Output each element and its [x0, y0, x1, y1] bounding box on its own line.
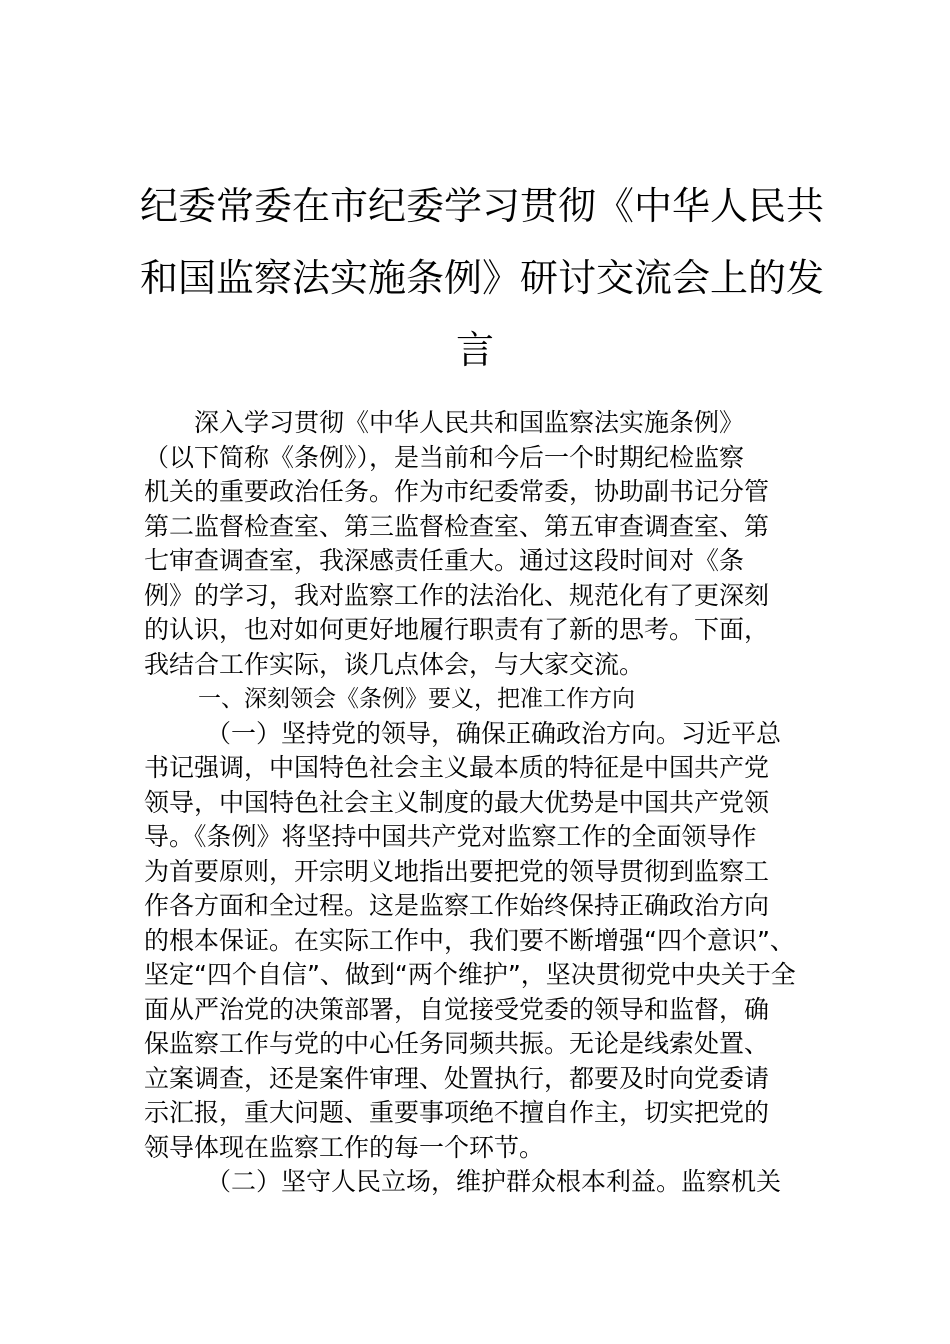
paragraph-line: 的认识，也对如何更好地履行职责有了新的思考。下面， [144, 615, 770, 644]
paragraph-line: （一）坚持党的领导，确保正确政治方向。习近平总 [206, 718, 782, 748]
title-line: 和国监察法实施条例》研讨交流会上的发 [140, 256, 825, 300]
paragraph-line: 机关的重要政治任务。作为市纪委常委，协助副书记分管 [144, 477, 770, 506]
paragraph-line: 示汇报，重大问题、重要事项绝不擅自作主，切实把党的 [144, 1098, 770, 1127]
section-heading: 一、深刻领会《条例》要义，把准工作方向 [198, 686, 635, 712]
paragraph-line: 保监察工作与党的中心任务同频共振。无论是线索处置、 [144, 1029, 770, 1058]
paragraph-line: 导。《条例》将坚持中国共产党对监察工作的全面领导作 [144, 822, 757, 851]
paragraph-line: 立案调查，还是案件审理、处置执行，都要及时向党委请 [144, 1063, 770, 1093]
paragraph-line: （以下简称《条例》），是当前和今后一个时期纪检监察 [144, 442, 745, 472]
paragraph-line: 第二监督检查室、第三监督检查室、第五审查调查室、第 [144, 511, 770, 541]
document-body [144, 406, 810, 1200]
paragraph-line: 为首要原则，开宗明义地指出要把党的领导贯彻到监察工 [144, 856, 770, 886]
document-title [140, 170, 825, 386]
paragraph-line: 七审查调查室，我深感责任重大。通过这段时间对《条 [144, 546, 745, 575]
paragraph-line: 坚定“四个自信”、做到“两个维护”，坚决贯彻党中央关于全 [144, 960, 796, 989]
paragraph-line: 我结合工作实际，谈几点体会，与大家交流。 [144, 649, 645, 679]
paragraph-line: 深入学习贯彻《中华人民共和国监察法实施条例》 [194, 408, 745, 437]
paragraph-line: 书记强调，中国特色社会主义最本质的特征是中国共产党 [144, 753, 770, 782]
title-line: 言 [455, 328, 494, 372]
paragraph-line: 面从严治党的决策部署，自觉接受党委的领导和监督，确 [144, 994, 770, 1024]
paragraph-line: 例》的学习，我对监察工作的法治化、规范化有了更深刻 [144, 580, 770, 610]
paragraph-line: （二）坚守人民立场，维护群众根本利益。监察机关 [206, 1167, 782, 1196]
paragraph-line: 领导体现在监察工作的每一个环节。 [144, 1132, 545, 1162]
paragraph-line: 领导，中国特色社会主义制度的最大优势是中国共产党领 [144, 787, 770, 817]
paragraph-line: 作各方面和全过程。这是监察工作始终保持正确政治方向 [144, 891, 770, 920]
paragraph-line: 的根本保证。在实际工作中，我们要不断增强“四个意识”、 [144, 925, 795, 955]
title-line: 纪委常委在市纪委学习贯彻《中华人民共 [140, 184, 825, 228]
